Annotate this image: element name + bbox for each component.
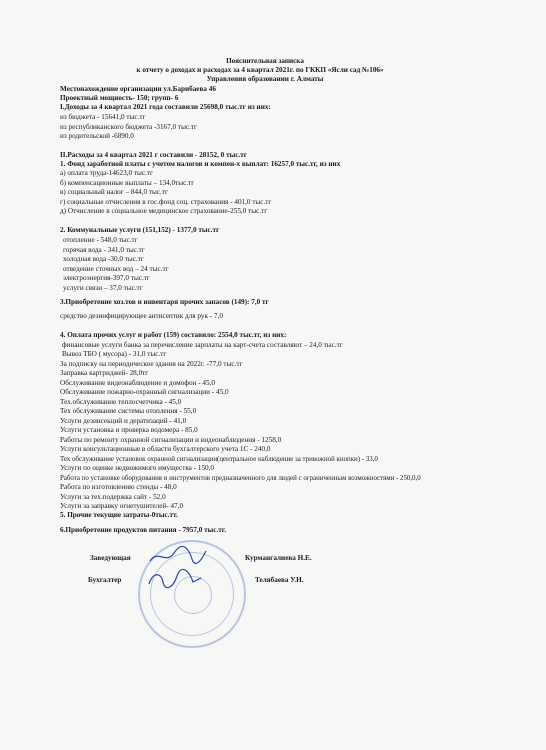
section-3-item: средство дезинфицирующее антисептик для рук - 7,0: [60, 312, 223, 320]
section-4-item: Услуги за тех.подержка сайт - 52,0: [60, 493, 166, 501]
section-4-item: Обслуживание видеонаблюдение и домофон - 45,0: [60, 379, 215, 387]
section-5-title: 5. Прочие текущие затраты-0тыс.тт.: [60, 511, 178, 519]
accountant-name: Телябаева У.Н.: [255, 576, 304, 584]
section-4-item: Обслуживание пожарно-охранный сигнализации - 45,0: [60, 388, 229, 396]
section-2-item: холодная вода -30,0 тыс.тг: [63, 255, 144, 263]
section-6-title: 6.Приобретение продуктов питания - 7957,0 тыс.тг.: [60, 526, 227, 534]
section-1-item: в) социальный налог – 844,0 тыс.тг: [60, 188, 168, 196]
section-4-item: финансовые услуги банка за перечисление зарплаты на карт-счета составляют – 24,0 тыс.тг: [62, 341, 343, 349]
expenses-title: II.Расходы за 4 квартал 2021 г составили - 28152, 0 тыс.тг: [60, 151, 247, 159]
income-item: из бюджета - 15641,0 тыс.тг: [60, 113, 146, 121]
section-2-item: электроэнергия-397,0 тыс.тг: [63, 274, 150, 282]
section-4-item: Услуги дезинсекций и дератизаций - 41,0: [60, 417, 187, 425]
section-1-title: 1. Фонд заработной платы с учетом налогов и компен-х выплат: 16257,0 тыс.тг, из них: [60, 160, 341, 168]
section-4-item: Заправка картриджей- 28,0тг: [60, 369, 149, 377]
section-4-item: Услуги за заправку огнетушителей- 47,0: [60, 502, 184, 510]
section-4-item: Работы по ремонту охранной сигнализации и видеонаблюдения - 1258,0: [60, 436, 282, 444]
section-2-item: отведение сточных вод – 24 тыс.тг: [63, 265, 169, 273]
section-2-item: услуги связи – 37,0 тыс.тг: [63, 284, 143, 292]
income-item: из республиканского бюджета -3167,0 тыс.тг: [60, 123, 197, 131]
section-4-item: Услуги установка и проверка водомера - 85,0: [60, 426, 198, 434]
section-1-item: а) оплата труда-14623,0 тыс.тг: [60, 169, 153, 177]
section-4-title: 4. Оплата прочих услуг и работ (159) составило: 2554,0 тыс.тг, из них:: [60, 331, 287, 339]
head-name: Курмангалиева Н.Е.: [245, 554, 312, 562]
head-signature: [148, 545, 208, 567]
accountant-role: Бухгалтер: [88, 576, 122, 584]
section-4-item: Услуги по оценке недвижимого имущества - 150,0: [60, 464, 215, 472]
location-line: Местонахождение организации ул.Барибаева 46: [60, 85, 216, 93]
section-4-item: Тех.обслуживание теплосчетчика - 45,0: [60, 398, 182, 406]
doc-department: Управления образовании г. Алматы: [206, 75, 324, 83]
section-2-title: 2. Коммунальные услуги (151,152) - 1377,0 тыс.тг: [60, 226, 220, 234]
income-item: из родительской -6890,0: [60, 132, 134, 140]
section-4-item: Работа по установке оборудования и инструментов предназначенного для людей с ограниченным возможностями - 250,0,0: [60, 475, 421, 482]
section-3-title: 3.Приобретение хоз.тов и инвентаря прочих запасов (149): 7,0 тг: [60, 298, 269, 306]
section-4-item: За подписку на периодическое здания на 2022г. -77,0 тыс.тг: [60, 360, 243, 368]
income-title: I.Доходы за 4 квартал 2021 года составили 25698,0 тыс.тг из них:: [60, 103, 271, 111]
section-1-item: г) социальные отчисления в гос.фонд соц. страхования - 401,0 тыс.тг: [60, 198, 272, 206]
capacity-line: Проектный мощность- 150; групп- 6: [60, 94, 179, 102]
section-4-item: Работа по изготовлению стенды - 48,0: [60, 483, 177, 491]
section-4-item: Услуги консультационные в области бухгалтерского учета 1С - 240,0: [60, 445, 271, 453]
section-4-item: Тех обслуживание установок охранной сигнализации(центральное наблюдение за тривожной кнопки) - 33,0: [60, 456, 378, 463]
accountant-signature: [145, 566, 205, 592]
doc-subtitle: к отчету о доходах и расходах за 4 квартал 2021г. по ГККП «Ясли сад №106»: [136, 66, 384, 74]
section-1-item: б) компенсационные выплаты – 134,0тыс.тг: [60, 179, 195, 187]
section-1-item: д) Отчисление в социальное медицинское страхование-255,0 тыс.тг: [60, 207, 268, 215]
section-4-item: Тех обслуживание системы отопления - 55,0: [60, 407, 197, 415]
head-role: Заведующая: [90, 554, 131, 562]
section-2-item: горячая вода - 341,0 тыс.тг: [63, 246, 145, 254]
section-2-item: отопление - 548,0 тыс.тг: [63, 236, 138, 244]
section-4-item: Вывоз ТБО ( мусора) - 31,0 тыс.тг: [62, 350, 167, 358]
doc-title: Пояснительная записка: [226, 57, 304, 65]
